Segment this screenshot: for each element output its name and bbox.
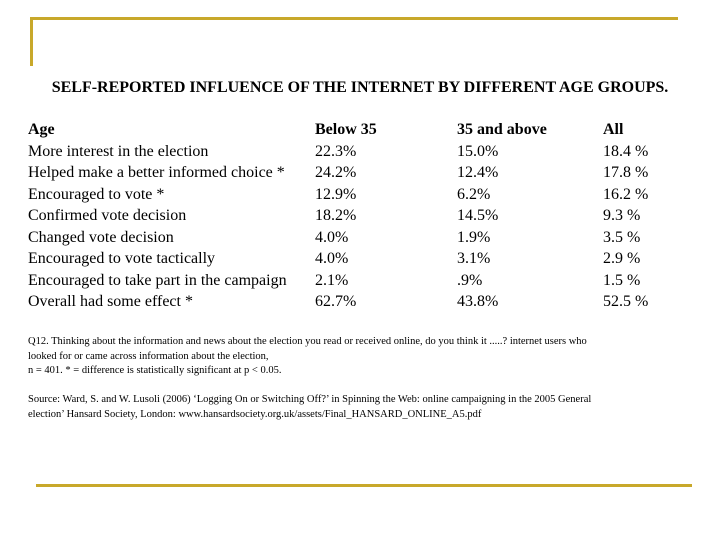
table-row — [28, 184, 688, 206]
header-all: All — [603, 121, 624, 138]
left-accent-rule — [30, 17, 33, 66]
row-label: Confirmed vote decision — [28, 207, 187, 224]
source-citation — [28, 393, 690, 422]
header-35-and-above: 35 and above — [457, 121, 547, 138]
cell-35-and-above: .9% — [457, 271, 483, 289]
cell-all: 16.2 % — [603, 185, 649, 203]
cell-all: 52.5 % — [603, 293, 649, 310]
row-label: Encouraged to vote tactically — [28, 250, 216, 267]
cell-below-35: 4.0% — [315, 228, 349, 246]
cell-all: 1.5 % — [603, 271, 641, 289]
cell-below-35: 22.3% — [315, 142, 357, 160]
row-label: Encouraged to take part in the campaign — [28, 271, 287, 289]
table-header-row — [28, 119, 688, 141]
row-label: More interest in the election — [28, 142, 209, 160]
table-row — [28, 141, 688, 163]
cell-below-35: 62.7% — [315, 293, 357, 310]
table-title: SELF-REPORTED INFLUENCE OF THE INTERNET BY DIFFERENT AGE GROUPS. — [51, 79, 669, 96]
cell-all: 3.5 % — [603, 228, 641, 246]
cell-below-35: 18.2% — [315, 207, 357, 224]
cell-all: 9.3 % — [603, 207, 641, 224]
table-row — [28, 227, 688, 249]
table-row — [28, 162, 688, 184]
note-line: n = 401. * = difference is statistically significant at p < 0.05. — [28, 365, 282, 376]
cell-below-35: 12.9% — [315, 185, 357, 203]
bottom-accent-rule — [36, 484, 692, 487]
table-row — [28, 205, 688, 227]
table-row — [28, 270, 688, 292]
source-line: election’ Hansard Society, London: www.hansardsociety.org.uk/assets/Final_HANSARD_ONLINE_A5.pdf — [28, 408, 482, 420]
cell-below-35: 24.2% — [315, 164, 357, 181]
top-accent-rule — [30, 17, 678, 20]
cell-35-and-above: 43.8% — [457, 293, 499, 310]
table-row — [28, 248, 688, 270]
row-label: Helped make a better informed choice * — [28, 164, 285, 181]
question-note — [28, 335, 690, 379]
note-line: looked for or came across information about the election, — [28, 350, 269, 362]
influence-table — [28, 119, 688, 313]
cell-all: 2.9 % — [603, 250, 641, 267]
row-label: Overall had some effect * — [28, 293, 193, 310]
cell-all: 17.8 % — [603, 164, 649, 181]
cell-below-35: 4.0% — [315, 250, 349, 267]
row-label: Changed vote decision — [28, 228, 174, 246]
row-label: Encouraged to vote * — [28, 185, 165, 203]
cell-35-and-above: 15.0% — [457, 142, 499, 160]
cell-all: 18.4 % — [603, 142, 649, 160]
cell-35-and-above: 14.5% — [457, 207, 499, 224]
table-row — [28, 291, 688, 313]
cell-below-35: 2.1% — [315, 271, 349, 289]
note-line: Q12. Thinking about the information and news about the election you read or received online, do you think it .....? internet users who — [28, 336, 587, 347]
header-age: Age — [28, 121, 55, 138]
cell-35-and-above: 12.4% — [457, 164, 499, 181]
header-below-35: Below 35 — [315, 121, 377, 138]
cell-35-and-above: 6.2% — [457, 185, 491, 203]
source-line: Source: Ward, S. and W. Lusoli (2006) ‘Logging On or Switching Off?’ in Spinning the Web: online campaigning in the 2005 General — [28, 394, 592, 405]
cell-35-and-above: 1.9% — [457, 228, 491, 246]
cell-35-and-above: 3.1% — [457, 250, 491, 267]
